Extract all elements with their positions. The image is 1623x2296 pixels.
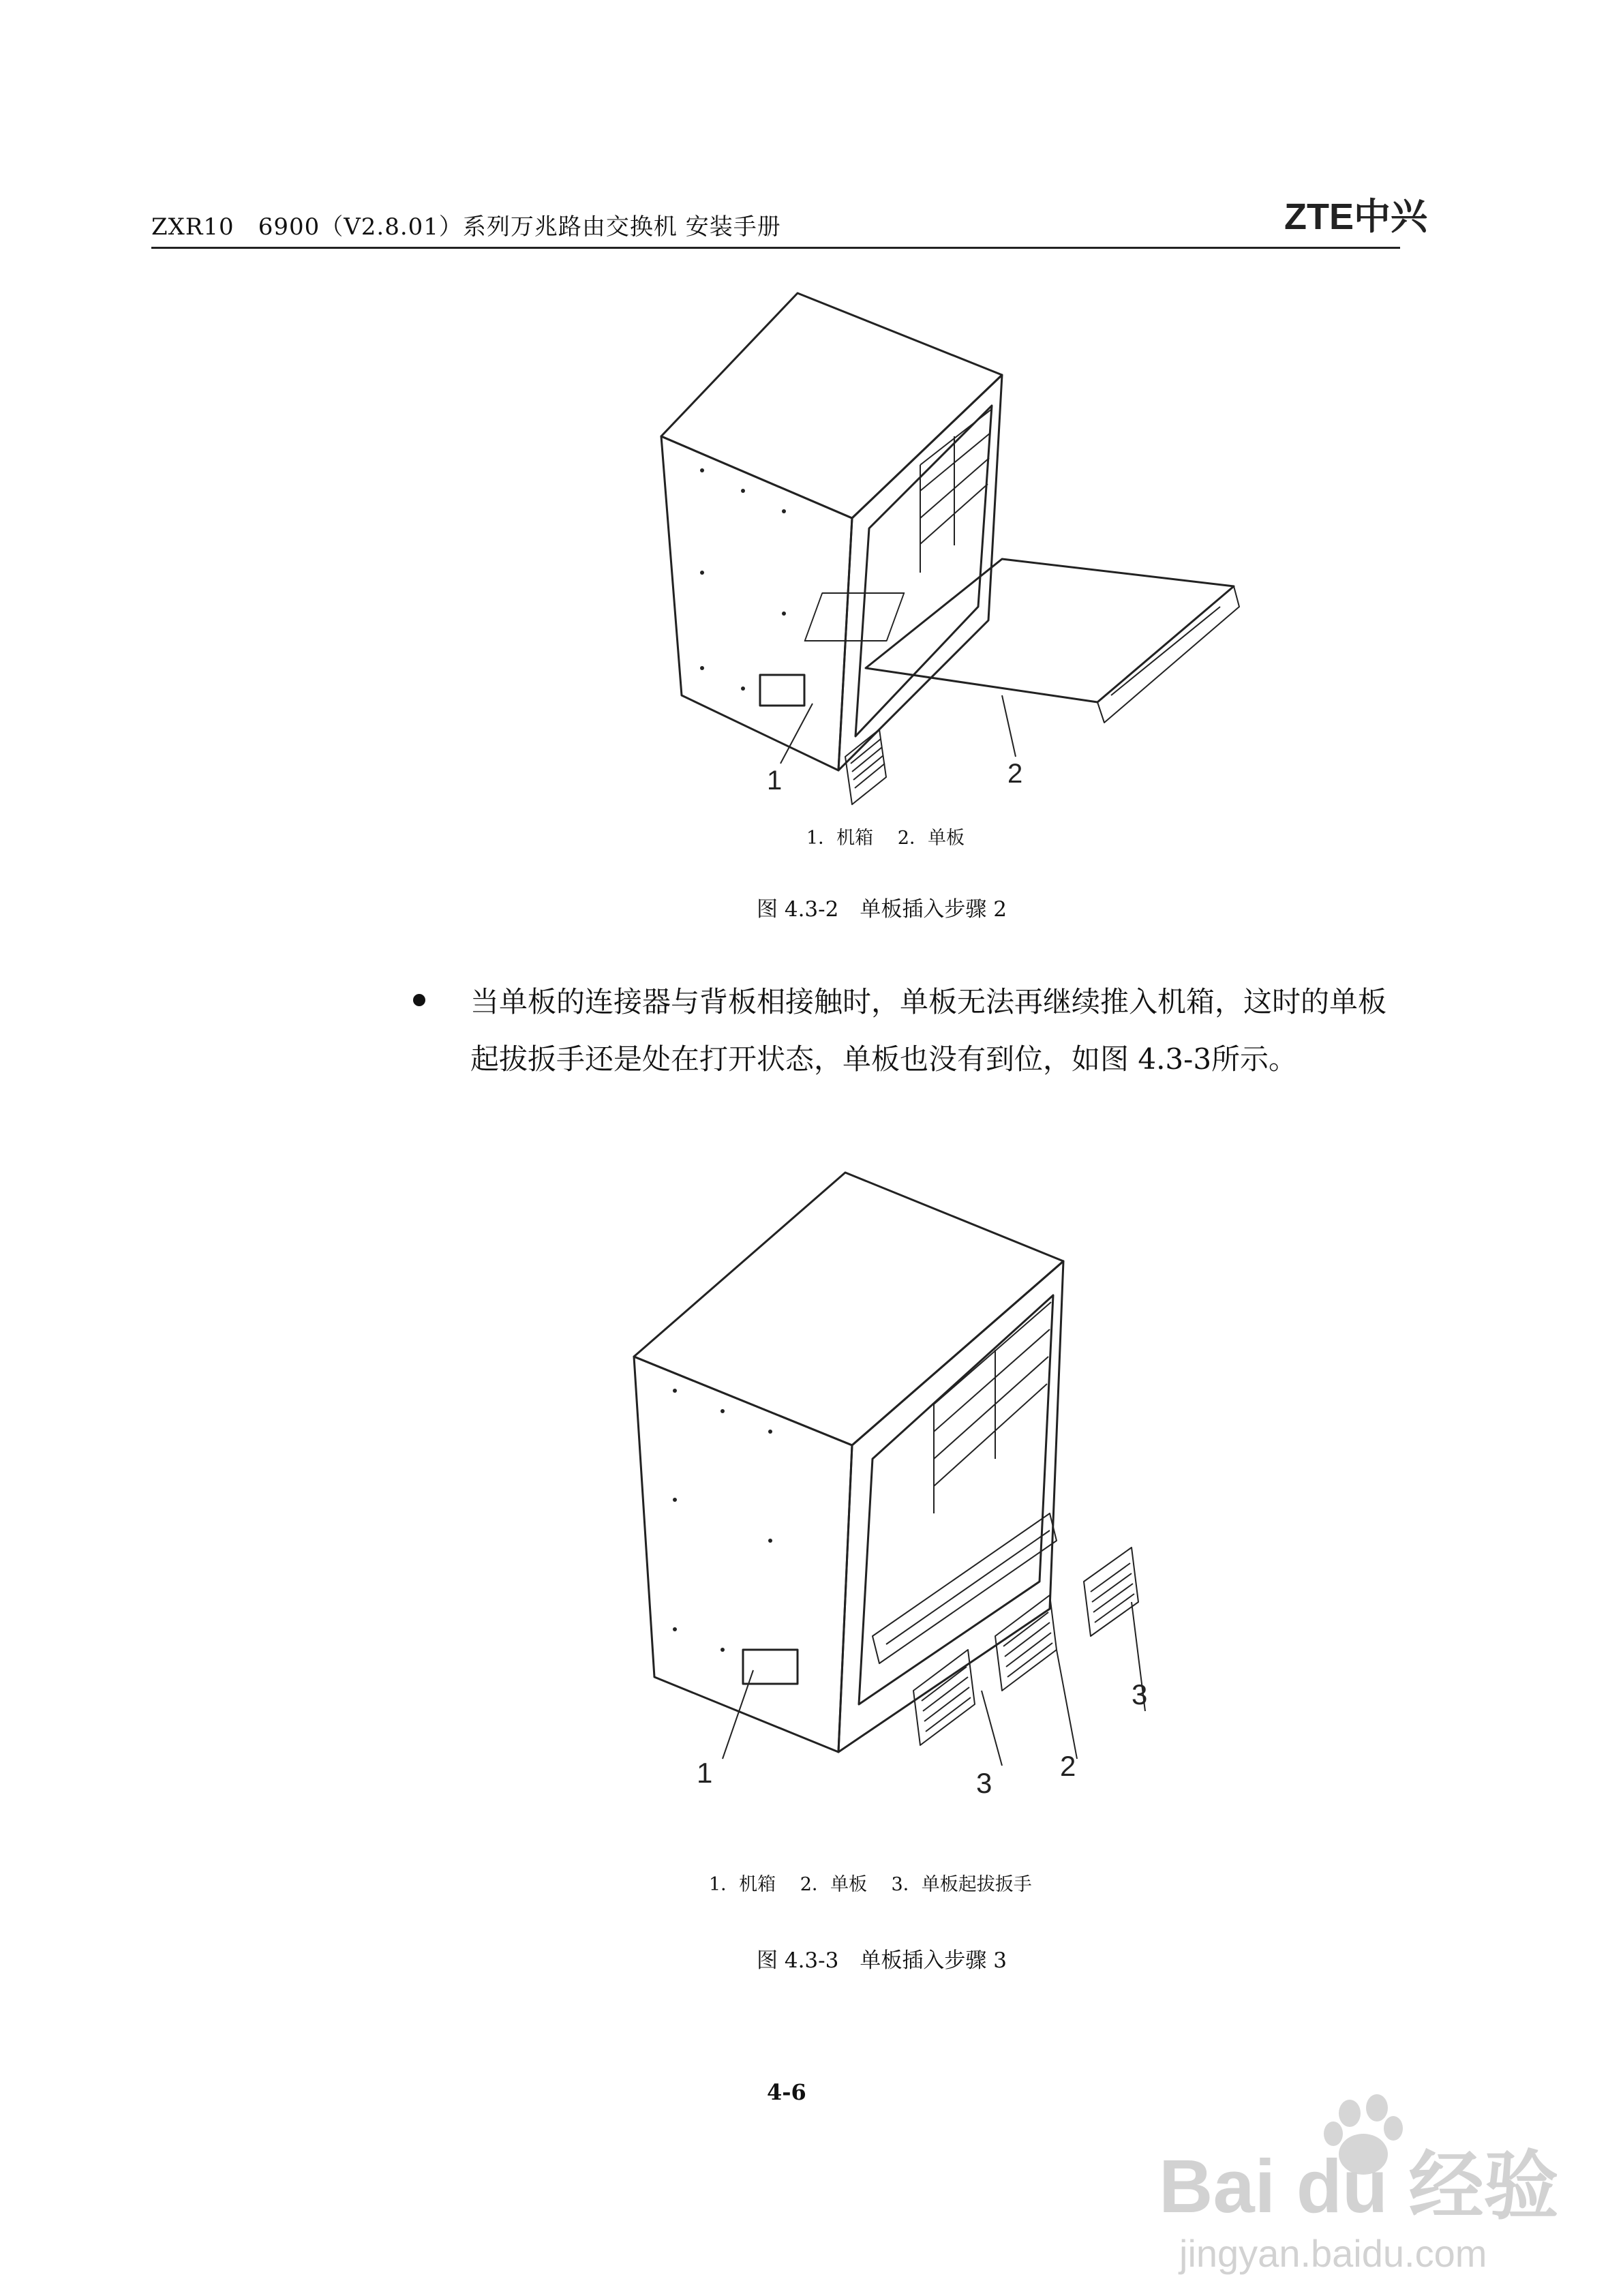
figure-chassis-step2 bbox=[634, 286, 1247, 804]
callout-2: 2 bbox=[1007, 759, 1023, 789]
paragraph-line-1: 当单板的连接器与背板相接触时，单板无法再继续推入机箱，这时的单板 bbox=[470, 985, 1387, 1018]
figure-2-caption: 图 4.3-3 单板插入步骤 3 bbox=[757, 1948, 1007, 1973]
ejector-unit-left bbox=[913, 1650, 975, 1745]
chassis-top-face bbox=[661, 293, 1002, 518]
callout-3-right: 3 bbox=[1132, 1678, 1148, 1710]
figure-2-legend: 1．机箱 2．单板 3．单板起拔扳手 bbox=[709, 1874, 1032, 1895]
chassis-side-panel bbox=[634, 1357, 852, 1752]
chassis-front-inner bbox=[855, 406, 992, 736]
callout-1: 1 bbox=[767, 766, 783, 796]
ejector-unit-right bbox=[1084, 1547, 1138, 1636]
logo-text: ZTE中兴 bbox=[1284, 196, 1427, 237]
body-paragraph bbox=[470, 973, 1408, 1088]
paragraph-line-2: 起拔扳手还是处在打开状态，单板也没有到位，如图 4.3-3所示。 bbox=[470, 1042, 1298, 1076]
header-rule bbox=[151, 247, 1400, 249]
chassis-side-panel bbox=[661, 436, 852, 770]
callout-1: 1 bbox=[697, 1757, 713, 1789]
bullet-point bbox=[413, 994, 425, 1006]
figure-chassis-step3 bbox=[613, 1159, 1227, 1827]
figure-1-legend: 1．机箱 2．单板 bbox=[806, 828, 965, 849]
side-handle bbox=[760, 675, 804, 706]
watermark-url: jingyan.baidu.com bbox=[1179, 2232, 1487, 2275]
page-number: 4-6 bbox=[767, 2079, 806, 2105]
watermark-brand: Bai du 经验 bbox=[1159, 2145, 1559, 2229]
fan-unit bbox=[845, 729, 886, 804]
side-handle bbox=[743, 1650, 798, 1684]
header-title: ZXR10 6900（V2.8.01）系列万兆路由交换机 安装手册 bbox=[151, 213, 781, 241]
baidu-jingyan-watermark bbox=[1145, 2093, 1559, 2277]
callout-3-left: 3 bbox=[976, 1767, 992, 1799]
figure-1-caption: 图 4.3-2 单板插入步骤 2 bbox=[757, 897, 1007, 922]
callout-2: 2 bbox=[1060, 1750, 1076, 1782]
chassis-top-face bbox=[634, 1173, 1063, 1445]
zte-logo bbox=[1284, 192, 1427, 240]
board-front-panel bbox=[1097, 586, 1239, 723]
board bbox=[866, 559, 1234, 702]
